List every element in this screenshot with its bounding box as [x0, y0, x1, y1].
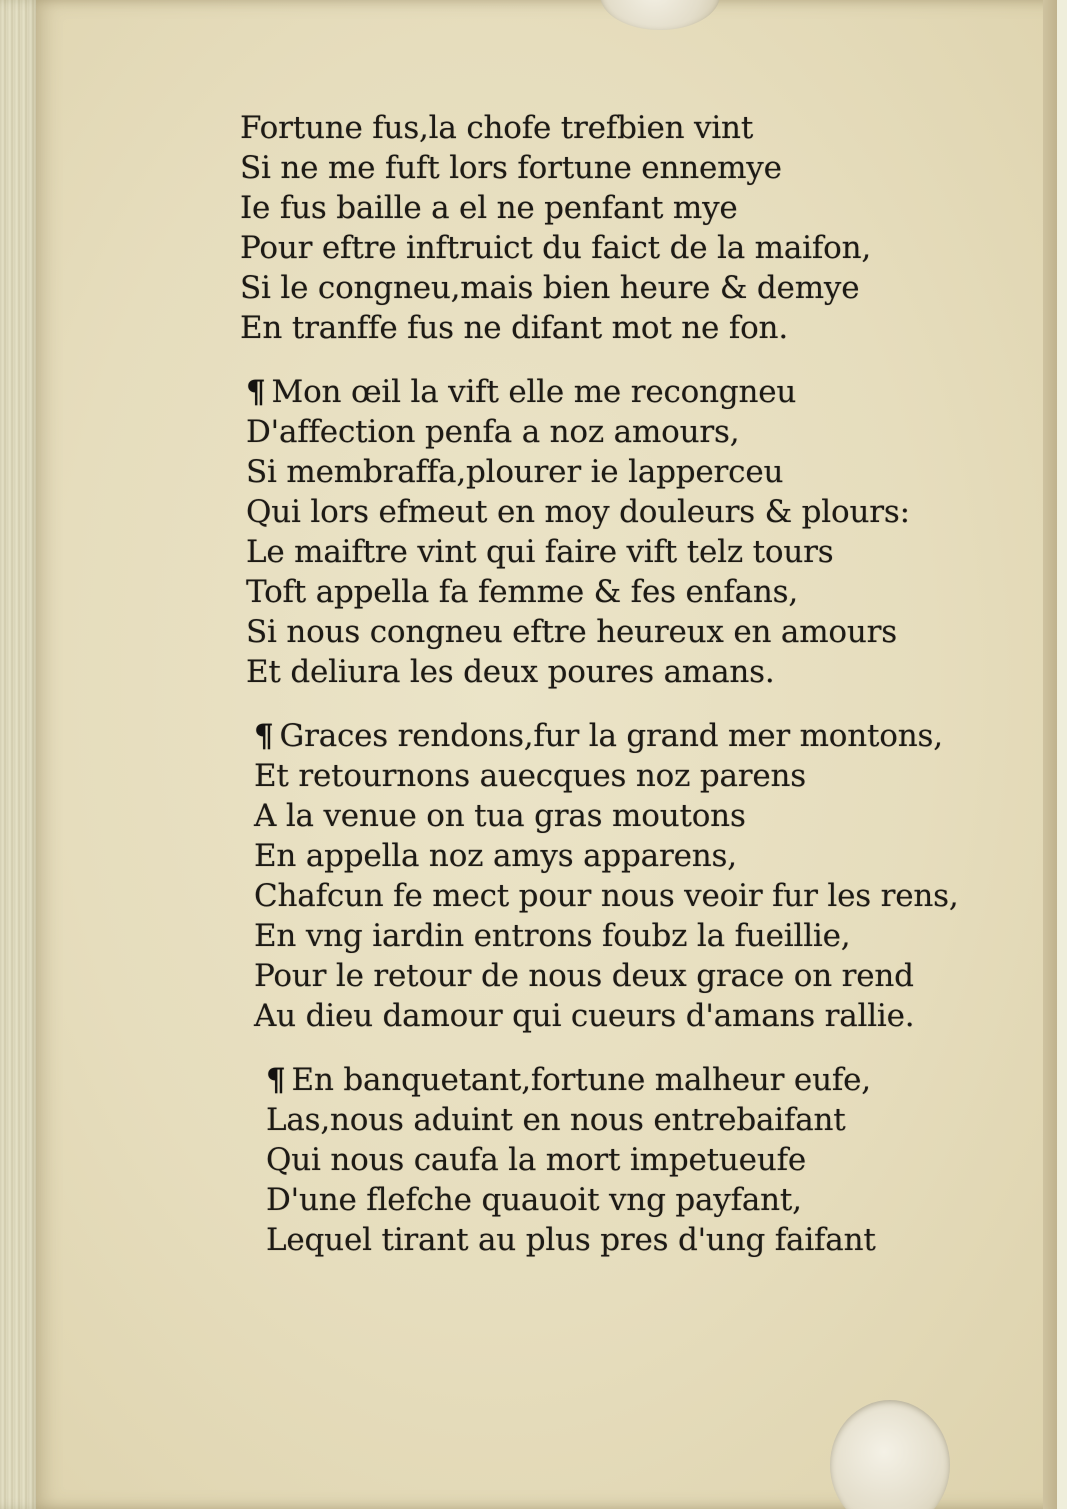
verse-line-text: Graces rendons,fur la grand mer montons,: [279, 718, 943, 754]
verse-line: Si le congneu,mais bien heure & demye: [240, 270, 860, 306]
verse-line: Si ne me fuft lors fortune ennemye: [240, 150, 782, 186]
pilcrow-icon: ¶: [246, 374, 266, 410]
verse-line: Si nous congneu eftre heureux en amours: [246, 614, 897, 650]
verse-line: Lequel tirant au plus pres d'ung faifant: [266, 1222, 876, 1258]
verse-line: Qui nous caufa la mort impetueufe: [266, 1142, 807, 1178]
verse-line: [266, 1060, 940, 1100]
verse-line: Et deliura les deux poures amans.: [246, 654, 775, 690]
stanza-3: [240, 716, 959, 1036]
verse-line: [246, 372, 940, 412]
verse-line-text: Mon œil la vift elle me recongneu: [271, 374, 797, 410]
page-right-edge: [1043, 0, 1057, 1509]
stanza-2: [240, 372, 940, 692]
stanza-4: [240, 1060, 940, 1260]
verse-line: Pour le retour de nous deux grace on rend: [254, 958, 914, 994]
verse-line: Fortune fus,la chofe trefbien vint: [240, 110, 754, 146]
verse-line: Le maiftre vint qui faire vift telz tours: [246, 534, 834, 570]
verse-line: Ie fus baille a el ne penfant mye: [240, 190, 738, 226]
verse-line: Si membraffa,plourer ie lapperceu: [246, 454, 784, 490]
poem-text: [240, 108, 959, 1284]
verse-line: D'une flefche quauoit vng payfant,: [266, 1182, 802, 1218]
pilcrow-icon: ¶: [254, 718, 274, 754]
verse-line-text: En banquetant,fortune malheur eufe,: [291, 1062, 871, 1098]
verse-line: Chafcun fe mect pour nous veoir fur les rens,: [254, 878, 959, 914]
verse-line: Qui lors efmeut en moy douleurs & plours:: [246, 494, 910, 530]
verse-line: En vng iardin entrons foubz la fueillie,: [254, 918, 851, 954]
verse-line: En appella noz amys apparens,: [254, 838, 737, 874]
verse-line: D'affection penfa a noz amours,: [246, 414, 740, 450]
verse-line: En tranffe fus ne difant mot ne fon.: [240, 310, 788, 346]
stanza-1: [240, 108, 940, 348]
verse-line: Pour eftre inftruict du faict de la maifon,: [240, 230, 872, 266]
verse-line: A la venue on tua gras moutons: [254, 798, 746, 834]
verse-line: Las,nous aduint en nous entrebaifant: [266, 1102, 846, 1138]
verse-line: Et retournons auecques noz parens: [254, 758, 807, 794]
verse-line: [254, 716, 943, 756]
verse-line: Toft appella fa femme & fes enfans,: [246, 574, 799, 610]
pilcrow-icon: ¶: [266, 1062, 286, 1098]
verse-line: Au dieu damour qui cueurs d'amans rallie.: [254, 998, 915, 1034]
